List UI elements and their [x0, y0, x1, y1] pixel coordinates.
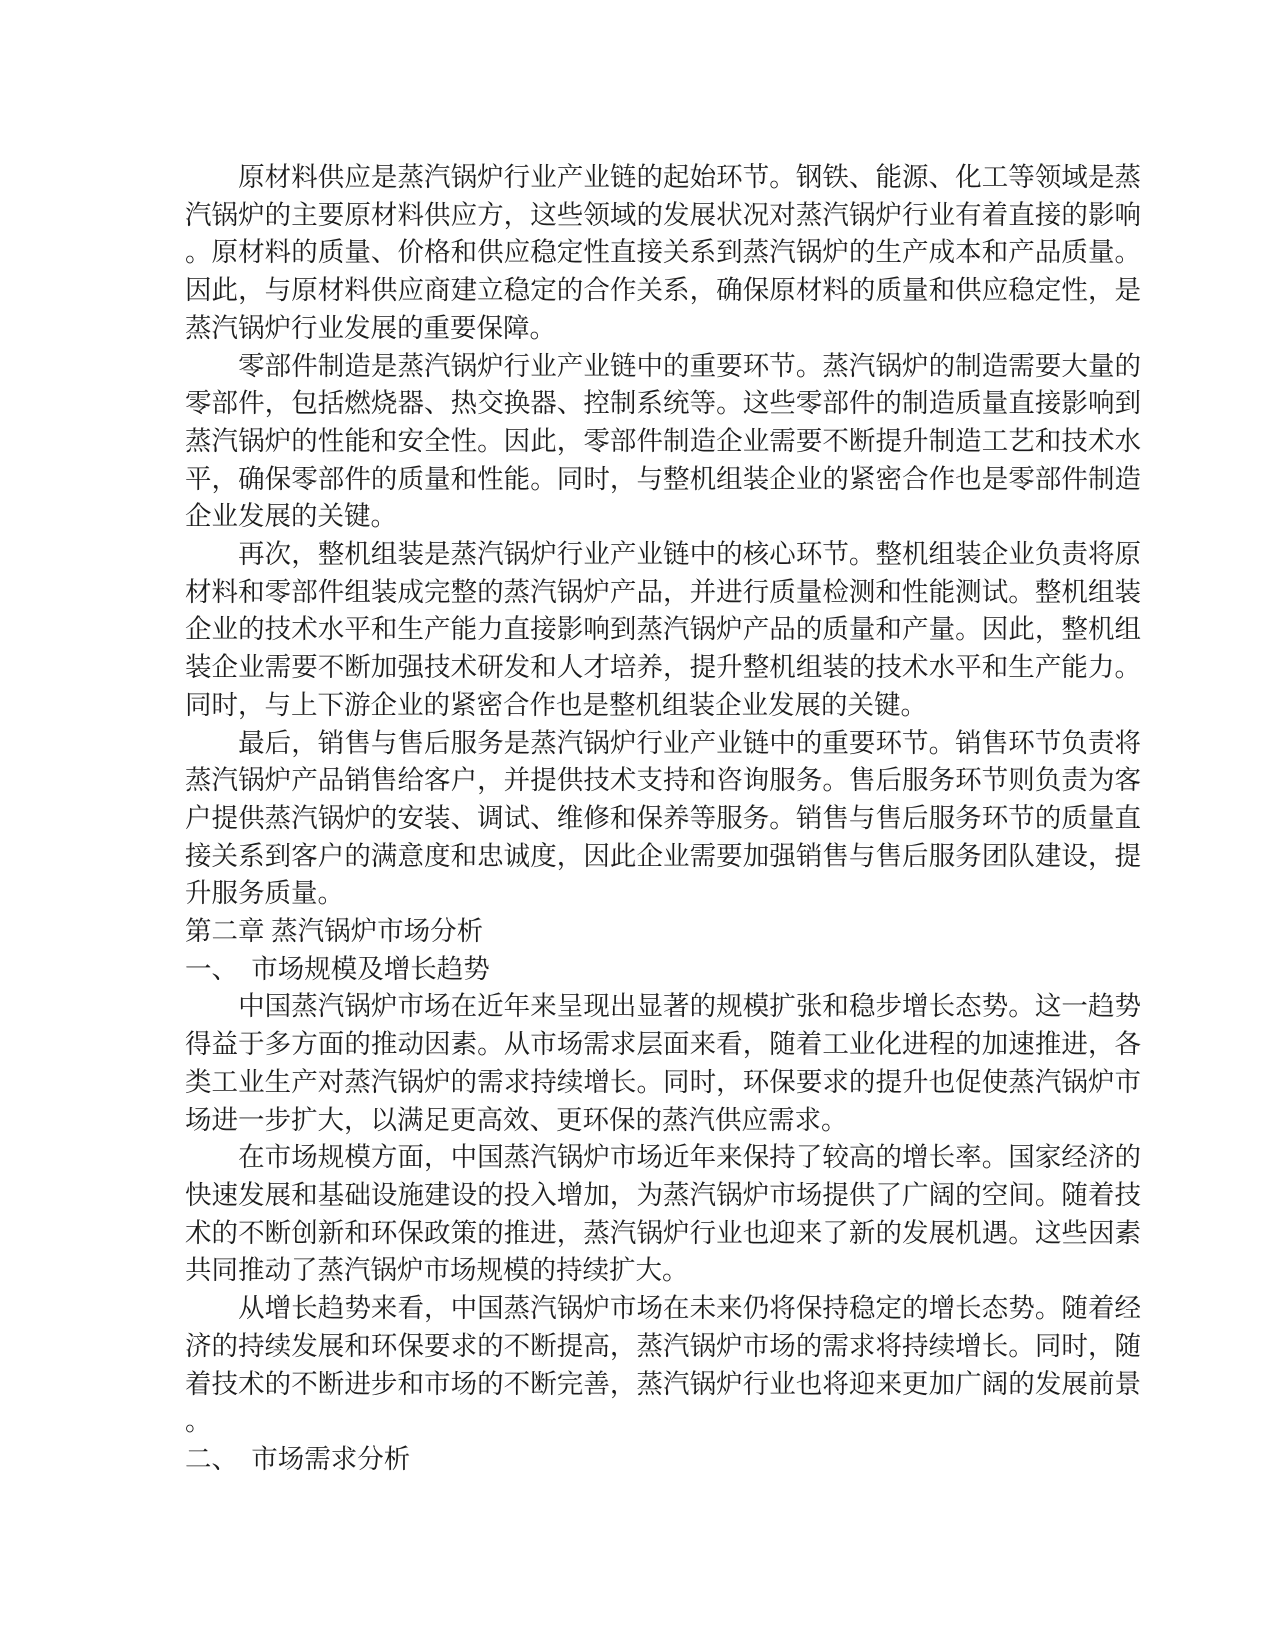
text-line: 术的不断创新和环保政策的推进，蒸汽锅炉行业也迎来了新的发展机遇。这些因素 — [185, 1217, 1141, 1248]
chapter-heading: 第二章 蒸汽锅炉市场分析 — [185, 916, 484, 947]
text-line: 材料和零部件组装成完整的蒸汽锅炉产品，并进行质量检测和性能测试。整机组装 — [185, 576, 1141, 607]
text-line: 场进一步扩大，以满足更高效、更环保的蒸汽供应需求。 — [185, 1104, 848, 1135]
text-line: 着技术的不断进步和市场的不断完善，蒸汽锅炉行业也将迎来更加广阔的发展前景 — [185, 1368, 1141, 1399]
text-line: 。 — [185, 1406, 212, 1437]
section-heading: 一、 市场规模及增长趋势 — [185, 953, 490, 984]
text-line: 汽锅炉的主要原材料供应方，这些领域的发展状况对蒸汽锅炉行业有着直接的影响 — [185, 199, 1141, 230]
section-heading: 二、 市场需求分析 — [185, 1443, 411, 1474]
text-line: 中国蒸汽锅炉市场在近年来呈现出显著的规模扩张和稳步增长态势。这一趋势 — [185, 991, 1141, 1022]
text-line: 从增长趋势来看，中国蒸汽锅炉市场在未来仍将保持稳定的增长态势。随着经 — [185, 1293, 1141, 1324]
text-line: 原材料供应是蒸汽锅炉行业产业链的起始环节。钢铁、能源、化工等领域是蒸 — [185, 162, 1141, 192]
text-line: 零部件，包括燃烧器、热交换器、控制系统等。这些零部件的制造质量直接影响到 — [185, 388, 1141, 419]
text-line: 得益于多方面的推动因素。从市场需求层面来看，随着工业化进程的加速推进，各 — [185, 1029, 1141, 1060]
text-line: 装企业需要不断加强技术研发和人才培养，提升整机组装的技术水平和生产能力。 — [185, 652, 1141, 683]
text-line: 最后，销售与售后服务是蒸汽锅炉行业产业链中的重要环节。销售环节负责将 — [185, 727, 1141, 758]
text-line: 平，确保零部件的质量和性能。同时，与整机组装企业的紧密合作也是零部件制造 — [185, 463, 1141, 494]
text-line: 蒸汽锅炉的性能和安全性。因此，零部件制造企业需要不断提升制造工艺和技术水 — [185, 425, 1141, 456]
text-line: 升服务质量。 — [185, 878, 344, 909]
text-line: 企业发展的关键。 — [185, 501, 397, 532]
text-line: 在市场规模方面，中国蒸汽锅炉市场近年来保持了较高的增长率。国家经济的 — [185, 1142, 1141, 1173]
text-line: 蒸汽锅炉产品销售给客户，并提供技术支持和咨询服务。售后服务环节则负责为客 — [185, 765, 1141, 796]
text-line: 蒸汽锅炉行业发展的重要保障。 — [185, 312, 556, 343]
text-line: 再次，整机组装是蒸汽锅炉行业产业链中的核心环节。整机组装企业负责将原 — [185, 539, 1141, 570]
text-line: 企业的技术水平和生产能力直接影响到蒸汽锅炉产品的质量和产量。因此，整机组 — [185, 614, 1141, 645]
text-line: 接关系到客户的满意度和忠诚度，因此企业需要加强销售与售后服务团队建设，提 — [185, 840, 1141, 871]
text-line: 零部件制造是蒸汽锅炉行业产业链中的重要环节。蒸汽锅炉的制造需要大量的 — [185, 350, 1141, 381]
text-line: 同时，与上下游企业的紧密合作也是整机组装企业发展的关键。 — [185, 689, 927, 720]
text-line: 因此，与原材料供应商建立稳定的合作关系，确保原材料的质量和供应稳定性，是 — [185, 275, 1141, 306]
text-line: 济的持续发展和环保要求的不断提高，蒸汽锅炉市场的需求将持续增长。同时，随 — [185, 1330, 1141, 1361]
text-line: 类工业生产对蒸汽锅炉的需求持续增长。同时，环保要求的提升也促使蒸汽锅炉市 — [185, 1066, 1141, 1097]
text-line: 快速发展和基础设施建设的投入增加，为蒸汽锅炉市场提供了广阔的空间。随着技 — [185, 1179, 1141, 1210]
text-line: 户提供蒸汽锅炉的安装、调试、维修和保养等服务。销售与售后服务环节的质量直 — [185, 802, 1141, 833]
text-line: 。原材料的质量、价格和供应稳定性直接关系到蒸汽锅炉的生产成本和产品质量。 — [185, 237, 1141, 268]
document-text — [185, 159, 1141, 1479]
text-line: 共同推动了蒸汽锅炉市场规模的持续扩大。 — [185, 1255, 689, 1286]
